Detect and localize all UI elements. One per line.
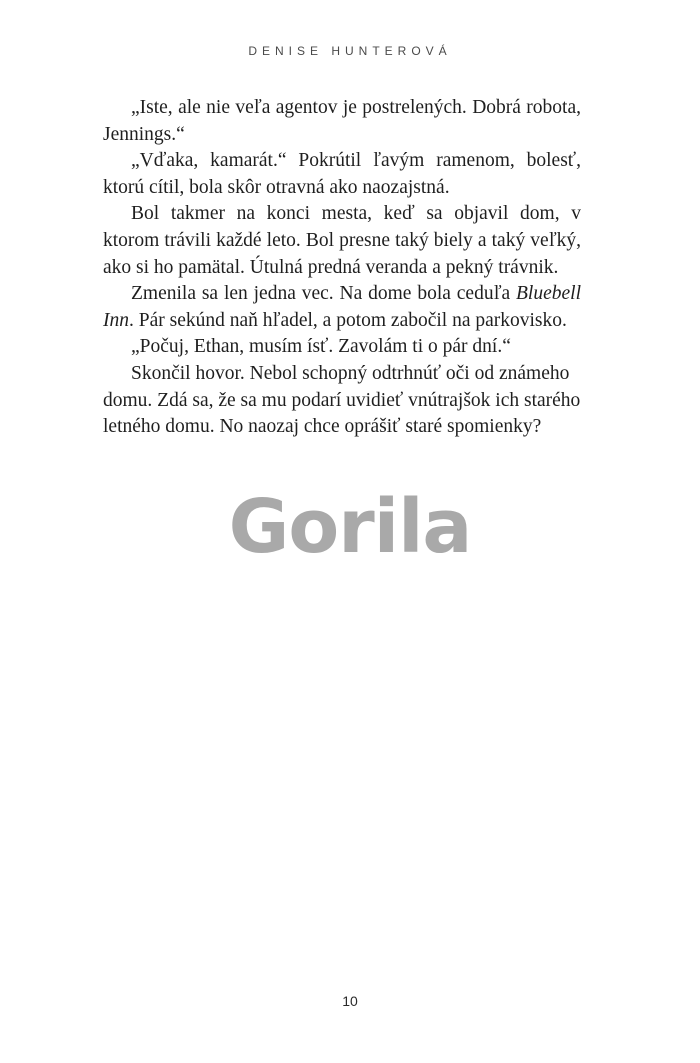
body-text [103,95,581,441]
page-number: 10 [342,993,358,1009]
paragraph: „Vďaka, kamarát.“ Pokrútil ľavým ramenom, bolesť, ktorú cítil, bola skôr otravná ako naozajstná. [103,150,581,198]
paragraph-with-italic [103,281,581,334]
paragraph: „Iste, ale nie veľa agentov je postrelených. Dobrá robota, Jennings.“ [103,97,581,145]
paragraph: Bol takmer na konci mesta, keď sa objavil dom, v ktorom trávili každé leto. Bol presne taký biely a taký veľký, ako si ho pamätal. Útulná predná veranda a pekný trávnik. [103,203,581,278]
paragraph-text: . Pár sekúnd naň hľadel, a potom zabočil na parkovisko. [129,309,567,331]
italic-inn-name: Bluebell Inn [103,283,581,331]
paragraph: „Počuj, Ethan, musím ísť. Zavolám ti o pár dní.“ [131,336,511,358]
running-head: DENISE HUNTEROVÁ [248,44,452,58]
publisher-watermark: Gorila [228,484,472,570]
paragraph: Skončil hovor. Nebol schopný odtrhnúť oči od známeho domu. Zdá sa, že sa mu podarí uvidieť vnútrajšok ich starého letného domu. No naozaj chce oprášiť staré spomienky? [103,362,581,438]
paragraph-text: Zmenila sa len jedna vec. Na dome bola ceduľa [131,283,517,305]
